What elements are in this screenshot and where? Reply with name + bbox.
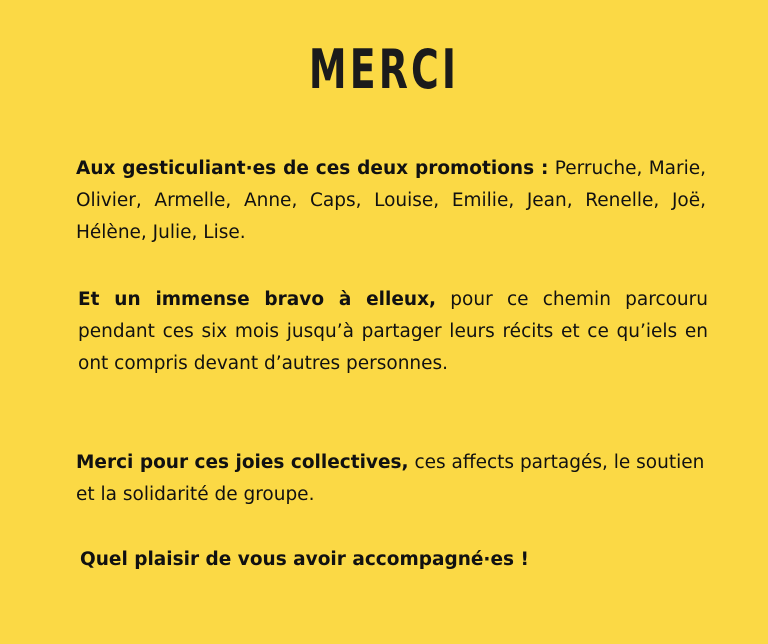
paragraph-bravo [78,284,708,380]
paragraph-plaisir [80,544,720,576]
paragraph-promotions [76,153,706,249]
paragraph-plaisir-lead: Quel plaisir de vous avoir accompagné·es ! [80,549,529,570]
paragraph-joies-body: ces affects partagés, le soutien et la solidarité de groupe. [76,452,705,505]
paragraph-promotions-lead: Aux gesticuliant·es de ces deux promotions : [76,158,549,179]
paragraph-bravo-body: pour ce chemin parcouru pendant ces six mois jusqu’à partager leurs récits et ce qu’iels en ont compris devant d’autres personnes. [78,289,708,374]
paragraph-joies [76,447,716,511]
paragraph-bravo-lead: Et un immense bravo à elleux, [78,289,437,310]
paragraph-joies-lead: Merci pour ces joies collectives, [76,452,409,473]
paragraph-promotions-body: Perruche, Marie, Olivier, Armelle, Anne, Caps, Louise, Emilie, Jean, Renelle, Joë, Hélène, Julie, Lise. [76,158,707,243]
page-title: MERCI [308,38,460,101]
